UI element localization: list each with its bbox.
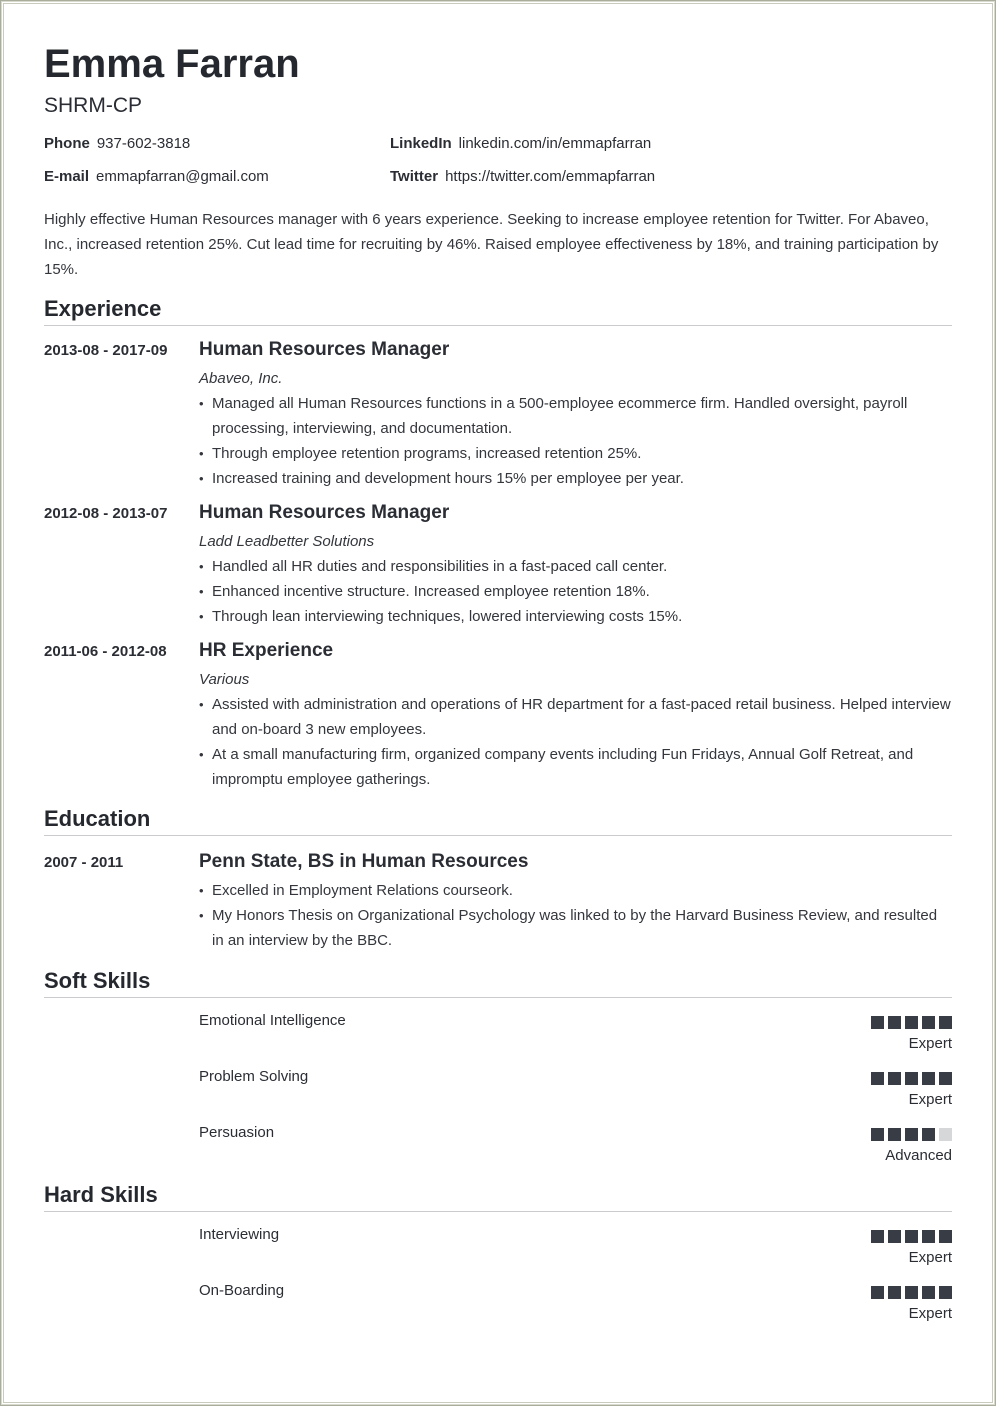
section-title-soft-skills: Soft Skills: [44, 968, 952, 998]
rating-square-filled: [905, 1072, 918, 1085]
entry-organization: Abaveo, Inc.: [199, 370, 283, 387]
entry-title: Penn State, BS in Human Resources: [199, 851, 529, 872]
skill-rating: [867, 1230, 952, 1243]
rating-square-filled: [905, 1016, 918, 1029]
skill-level: Expert: [908, 1249, 952, 1266]
bullet-item: • Increased training and development hours 15% per employee per year.: [199, 466, 952, 491]
hard-skills-list: [44, 1222, 952, 1334]
rating-square-filled: [888, 1286, 901, 1299]
entry-title: Human Resources Manager: [199, 502, 450, 523]
education-entry: [44, 849, 952, 953]
rating-square-filled: [888, 1230, 901, 1243]
rating-square-filled: [922, 1128, 935, 1141]
contact-label: Twitter: [390, 168, 439, 185]
rating-square-filled: [922, 1072, 935, 1085]
bullet-item: • Handled all HR duties and responsibilities in a fast-paced call center.: [199, 554, 952, 579]
section-title-hard-skills: Hard Skills: [44, 1182, 952, 1212]
contact-label: E-mail: [44, 168, 90, 185]
soft-skills-list: [44, 1008, 952, 1176]
bullet-item: • Excelled in Employment Relations courseork.: [199, 878, 952, 903]
bullet-item: • Through lean interviewing techniques, lowered interviewing costs 15%.: [199, 604, 952, 629]
skill-row: [44, 1222, 952, 1278]
skill-row: [44, 1278, 952, 1334]
skill-rating: [867, 1072, 952, 1085]
skill-row: [44, 1008, 952, 1064]
skill-rating: [867, 1128, 952, 1141]
bullet-item: • Enhanced incentive structure. Increased employee retention 18%.: [199, 579, 952, 604]
bullet-item: • Managed all Human Resources functions in a 500-employee ecommerce firm. Handled oversight, payroll processing, interviewing, and documentation.: [199, 391, 952, 441]
contact-email: [44, 168, 269, 186]
skill-rating: [867, 1016, 952, 1029]
skill-level: Expert: [908, 1091, 952, 1108]
entry-title: Human Resources Manager: [199, 339, 450, 360]
rating-square-filled: [939, 1072, 952, 1085]
entry-bullets: [199, 692, 952, 792]
entry-title: HR Experience: [199, 640, 334, 661]
resume-name: Emma Farran: [44, 42, 300, 86]
rating-square-filled: [888, 1016, 901, 1029]
contact-label: LinkedIn: [390, 135, 452, 152]
entry-dates: 2012-08 - 2013-07: [44, 505, 168, 522]
rating-square-empty: [939, 1128, 952, 1141]
contact-twitter: [390, 168, 655, 186]
bullet-item: • At a small manufacturing firm, organized company events including Fun Fridays, Annual Golf Retreat, and impromptu employee gatherings.: [199, 742, 952, 792]
rating-square-filled: [888, 1072, 901, 1085]
skill-name: Emotional Intelligence: [199, 1012, 346, 1029]
rating-square-filled: [871, 1230, 884, 1243]
skill-rating: [867, 1286, 952, 1299]
resume-subtitle: SHRM-CP: [44, 94, 142, 117]
bullet-item: • Through employee retention programs, increased retention 25%.: [199, 441, 952, 466]
rating-square-filled: [871, 1286, 884, 1299]
skill-level: Advanced: [885, 1147, 952, 1164]
skill-level: Expert: [908, 1305, 952, 1322]
skill-level: Expert: [908, 1035, 952, 1052]
section-title-experience: Experience: [44, 296, 952, 326]
rating-square-filled: [871, 1016, 884, 1029]
rating-square-filled: [905, 1230, 918, 1243]
section-title-education: Education: [44, 806, 952, 836]
contact-value: linkedin.com/in/emmapfarran: [458, 135, 652, 152]
contact-linkedin: [390, 135, 651, 153]
rating-square-filled: [922, 1286, 935, 1299]
contact-info: [44, 135, 952, 201]
experience-entry: [44, 638, 952, 792]
entry-organization: Various: [199, 671, 250, 688]
entry-organization: Ladd Leadbetter Solutions: [199, 533, 375, 550]
contact-value: https://twitter.com/emmapfarran: [445, 168, 656, 185]
rating-square-filled: [905, 1128, 918, 1141]
rating-square-filled: [939, 1230, 952, 1243]
rating-square-filled: [939, 1286, 952, 1299]
entry-dates: 2013-08 - 2017-09: [44, 342, 168, 359]
skill-name: Persuasion: [199, 1124, 275, 1141]
skill-name: Problem Solving: [199, 1068, 309, 1085]
contact-value: 937-602-3818: [96, 135, 191, 152]
skill-name: Interviewing: [199, 1226, 280, 1243]
contact-label: Phone: [44, 135, 90, 152]
experience-entry: [44, 337, 952, 491]
rating-square-filled: [871, 1072, 884, 1085]
entry-bullets: [199, 554, 952, 629]
experience-entry: [44, 500, 952, 629]
entry-dates: 2011-06 - 2012-08: [44, 643, 167, 660]
entry-bullets: [199, 878, 952, 953]
skill-row: [44, 1064, 952, 1120]
skill-row: [44, 1120, 952, 1176]
summary-text: Highly effective Human Resources manager with 6 years experience. Seeking to increase employee retention for Twitter. For Abaveo, Inc., increased retention 25%. Cut lead time for recruiting by 46%. Raised employee effectiveness by 18%, and training participation by 15%.: [44, 211, 939, 278]
entry-dates: 2007 - 2011: [44, 854, 124, 871]
contact-value: emmapfarran@gmail.com: [96, 168, 269, 185]
bullet-item: • Assisted with administration and operations of HR department for a fast-paced retail business. Helped interview and on-board 3 new employees.: [199, 692, 952, 742]
rating-square-filled: [888, 1128, 901, 1141]
rating-square-filled: [871, 1128, 884, 1141]
bullet-item: • My Honors Thesis on Organizational Psychology was linked to by the Harvard Business Review, and resulted in an interview by the BBC.: [199, 903, 952, 953]
rating-square-filled: [922, 1016, 935, 1029]
rating-square-filled: [905, 1286, 918, 1299]
rating-square-filled: [922, 1230, 935, 1243]
skill-name: On-Boarding: [199, 1282, 285, 1299]
rating-square-filled: [939, 1016, 952, 1029]
entry-bullets: [199, 391, 952, 491]
contact-phone: [44, 135, 190, 153]
